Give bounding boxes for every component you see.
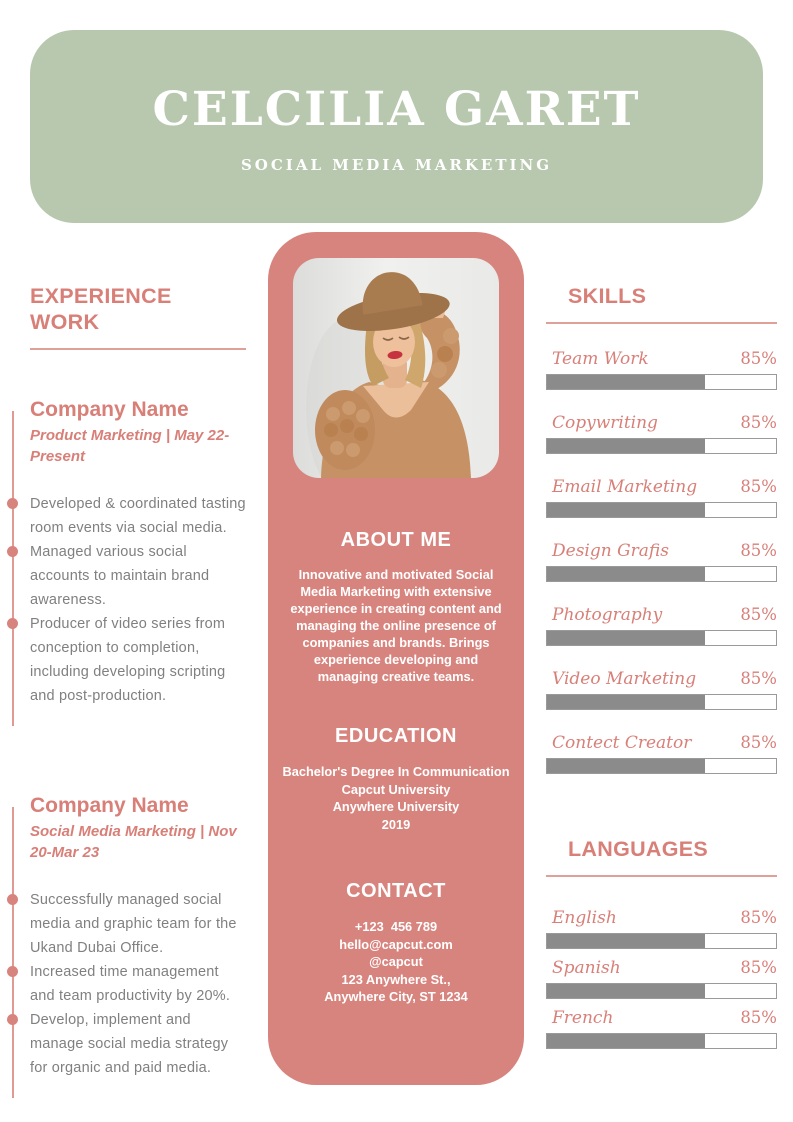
language-head xyxy=(546,1008,777,1028)
skill-head xyxy=(546,349,777,369)
experience-job xyxy=(30,793,246,1080)
language-progress-bar xyxy=(546,1033,777,1049)
job-bullet xyxy=(30,888,246,960)
skill-progress-fill xyxy=(547,439,705,453)
skill-progress-fill xyxy=(547,631,705,645)
skill-progress-fill xyxy=(547,503,705,517)
skill-progress-bar xyxy=(546,374,777,390)
job-bullet xyxy=(30,612,246,708)
language-progress-fill xyxy=(547,984,705,998)
skill-label: Photography xyxy=(552,605,663,625)
skill-percentage: 85% xyxy=(740,477,777,496)
person-name: CELCILIA GARET xyxy=(152,81,641,137)
job-bullet xyxy=(30,1008,246,1080)
skill-progress-bar xyxy=(546,502,777,518)
bullet-dot-icon xyxy=(7,618,18,629)
bullet-text: Increased time management and team productivity by 20%. xyxy=(30,964,231,1004)
education-line: 2019 xyxy=(381,816,411,832)
skill-label: Design Grafis xyxy=(552,541,669,561)
skill-label: Team Work xyxy=(552,349,649,369)
skill-progress-bar xyxy=(546,758,777,774)
skills-heading: SKILLS xyxy=(568,284,647,308)
skill-percentage: 85% xyxy=(740,605,777,624)
skill-label: Video Marketing xyxy=(552,669,697,689)
contact-heading: CONTACT xyxy=(346,880,446,902)
experience-job xyxy=(30,397,246,708)
education-line: Bachelor's Degree In Communication xyxy=(282,764,510,779)
education-section xyxy=(276,724,516,833)
language-label: Spanish xyxy=(552,958,621,978)
about-heading: ABOUT ME xyxy=(340,529,452,551)
skill-head xyxy=(546,413,777,433)
skill-label: Contect Creator xyxy=(552,733,692,753)
job-title: SOCIAL MEDIA MARKETING xyxy=(240,155,553,174)
experience-jobs xyxy=(30,397,246,1080)
language-item xyxy=(546,1008,777,1049)
skill-item xyxy=(546,541,777,582)
language-item xyxy=(546,958,777,999)
contact-line: Anywhere City, ST 1234 xyxy=(324,989,468,1004)
job-bullet xyxy=(30,540,246,612)
skill-percentage: 85% xyxy=(740,733,777,752)
skill-item xyxy=(546,733,777,774)
language-item xyxy=(546,908,777,949)
job-role-dates: Social Media Marketing | Nov 20-Mar 23 xyxy=(30,823,237,861)
job-bullet xyxy=(30,492,246,540)
job-bullet-list xyxy=(30,888,246,1080)
education-heading: EDUCATION xyxy=(335,725,457,747)
skill-item xyxy=(546,605,777,646)
bullet-text: Successfully managed social media and graphic team for the Ukand Dubai Office. xyxy=(30,892,237,956)
profile-photo xyxy=(293,258,499,478)
portrait-illustration xyxy=(293,258,499,478)
skill-head xyxy=(546,541,777,561)
skill-progress-bar xyxy=(546,566,777,582)
skill-label: Email Marketing xyxy=(552,477,698,497)
experience-heading: EXPERIENCE WORK xyxy=(30,284,172,334)
contact-line: @capcut xyxy=(369,954,423,969)
skill-item xyxy=(546,669,777,710)
language-percentage: 85% xyxy=(740,958,777,977)
job-bullet-list xyxy=(30,492,246,708)
job-role-dates: Product Marketing | May 22-Present xyxy=(30,427,230,465)
bullet-dot-icon xyxy=(7,546,18,557)
languages-section xyxy=(546,836,777,1058)
contact-section xyxy=(282,879,510,1006)
skill-percentage: 85% xyxy=(740,413,777,432)
skill-progress-bar xyxy=(546,438,777,454)
skill-label: Copywriting xyxy=(552,413,658,433)
skill-progress-fill xyxy=(547,567,705,581)
contact-lines xyxy=(282,918,510,1006)
skill-item xyxy=(546,413,777,454)
bullet-text: Producer of video series from conception to completion, including developing scripting and post-production. xyxy=(30,616,226,704)
skill-head xyxy=(546,733,777,753)
skill-percentage: 85% xyxy=(740,669,777,688)
section-divider xyxy=(546,322,777,324)
skill-item xyxy=(546,349,777,390)
bullet-text: Developed & coordinated tasting room events via social media. xyxy=(30,496,246,536)
skill-progress-fill xyxy=(547,375,705,389)
skill-item xyxy=(546,477,777,518)
bullet-text: Develop, implement and manage social media strategy for organic and paid media. xyxy=(30,1012,229,1076)
skill-progress-fill xyxy=(547,759,705,773)
language-label: English xyxy=(552,908,617,928)
experience-section xyxy=(30,283,246,1080)
bullet-text: Managed various social accounts to maintain brand awareness. xyxy=(30,544,210,608)
contact-line: hello@capcut.com xyxy=(339,936,453,952)
skill-head xyxy=(546,669,777,689)
profile-panel xyxy=(268,232,524,1085)
skill-head xyxy=(546,605,777,625)
contact-line: +123 456 789 xyxy=(354,919,438,934)
company-name: Company Name xyxy=(30,398,189,421)
language-percentage: 85% xyxy=(740,908,777,927)
skills-section xyxy=(546,283,777,797)
skill-progress-bar xyxy=(546,630,777,646)
language-progress-bar xyxy=(546,983,777,999)
language-head xyxy=(546,908,777,928)
company-name: Company Name xyxy=(30,794,189,817)
skill-progress-bar xyxy=(546,694,777,710)
job-bullet xyxy=(30,960,246,1008)
timeline-line xyxy=(12,411,14,726)
education-lines xyxy=(276,763,516,833)
bullet-dot-icon xyxy=(7,498,18,509)
language-progress-fill xyxy=(547,934,705,948)
language-progress-fill xyxy=(547,1034,705,1048)
section-divider xyxy=(30,348,246,350)
languages-list xyxy=(546,908,777,1049)
language-percentage: 85% xyxy=(740,1008,777,1027)
language-head xyxy=(546,958,777,978)
skill-percentage: 85% xyxy=(740,349,777,368)
contact-line: 123 Anywhere St., xyxy=(341,971,451,987)
about-section xyxy=(283,528,509,685)
education-line: Capcut University xyxy=(341,781,451,797)
skill-percentage: 85% xyxy=(740,541,777,560)
bullet-dot-icon xyxy=(7,966,18,977)
section-divider xyxy=(546,875,777,877)
language-progress-bar xyxy=(546,933,777,949)
header-banner xyxy=(30,30,763,223)
skill-progress-fill xyxy=(547,695,705,709)
bullet-dot-icon xyxy=(7,894,18,905)
languages-heading: LANGUAGES xyxy=(568,837,709,861)
timeline-line xyxy=(12,807,14,1098)
language-label: French xyxy=(552,1008,614,1028)
skills-list xyxy=(546,349,777,774)
education-line: Anywhere University xyxy=(332,799,460,814)
skill-head xyxy=(546,477,777,497)
about-text: Innovative and motivated Social Media Marketing with extensive experience in creating content and managing the online presence of companies and brands. Brings experience developing and managing creative teams. xyxy=(290,567,502,684)
bullet-dot-icon xyxy=(7,1014,18,1025)
